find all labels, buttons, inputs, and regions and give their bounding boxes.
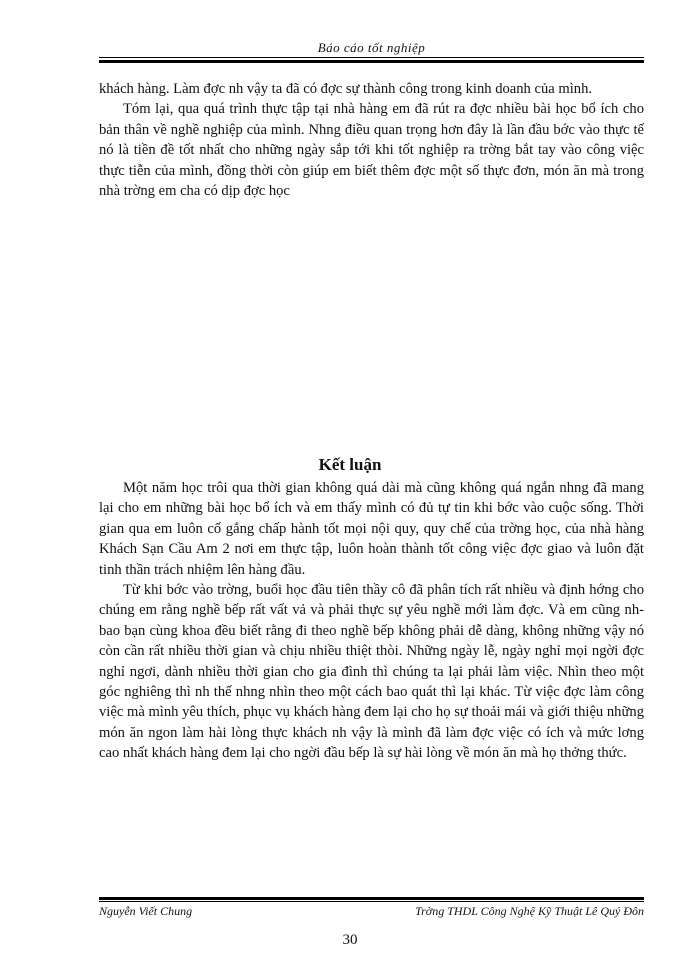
intro-section xyxy=(99,79,644,201)
page-number: 30 xyxy=(342,932,358,948)
footer-rule-thick xyxy=(99,897,644,900)
header-rule-thick xyxy=(99,60,644,63)
page-header xyxy=(99,40,644,63)
paragraph: Tóm lại, qua quá trình thực tập tại nhà hàng em đã rút ra đợc nhiều bài học bổ ích cho bản thân về nghề nghiệp của mình. Nhng điều quan trọng hơn đây là lần đầu bớc vào thực tế nó là tiền đề tốt nhất cho những ngày sắp tới khi tốt nghiệp ra trờng bắt tay vào công việc thực tiễn của mình, đồng thời còn giúp em biết thêm đợc một số thực đơn, món ăn mà trong nhà trờng em cha có dịp đợc học xyxy=(99,101,644,200)
paragraph: Từ khi bớc vào trờng, buổi học đầu tiên thầy cô đã phân tích rất nhiều và định hớng cho chúng em rằng nghề bếp rất vất vả và phải thực sự yêu nghề mới làm đợc. Và em cũng nh bao bạn cùng khoa đều biết rằng đi theo nghề bếp không phải dễ dàng, không những vậy nó còn cần rất nhiều thời gian và chịu nhiều thiệt thòi. Những ngày lễ, ngày nghỉ mọi ngời đợc nghỉ ngơi, dành nhiều thời gian cho gia đình thì chúng ta lại phải làm việc. Nhìn theo một góc nghiêng thì nh thế nhng nhìn theo một cách bao quát thì lại khác. Từ việc đợc làm công việc mà mình yêu thích, phục vụ khách hàng đem lại cho họ sự thoải mái và giới thiệu những món ăn ngon làm hài lòng thực khách nh vậy là mình đã làm đợc việc có ích và mức lơng cao nhất khách hàng đem lại cho ngời đầu bếp là sự hài lòng về món ăn mà họ thởng thức. xyxy=(99,582,644,762)
footer-author: Nguyễn Viết Chung xyxy=(99,904,193,918)
footer-rule-thin xyxy=(99,901,644,902)
footer-school: Trờng THDL Công Nghệ Kỹ Thuật Lê Quý Đôn xyxy=(415,904,644,918)
conclusion-heading: Kết luận xyxy=(318,455,382,474)
paragraph: khách hàng. Làm đợc nh vậy ta đã có đợc sự thành công trong kinh doanh của mình. xyxy=(99,81,593,97)
header-title: Báo cáo tốt nghiệp xyxy=(317,40,426,55)
page-footer xyxy=(99,897,644,919)
paragraph: Một năm học trôi qua thời gian không quá dài mà cũng không quá ngắn nhng đã mang lại cho em những bài học bổ ích và em thấy mình có đủ tự tin khi bớc vào cuộc sống. Thời gian qua em luôn cố gắng chấp hành tốt mọi nội quy, quy chế của trờng học, của nhà hàng Khách Sạn Cầu Am 2 nơi em thực tập, luôn hoàn thành tốt công việc đợc giao và luôn đặt tinh thần trách nhiệm lên hàng đầu. xyxy=(99,480,644,578)
conclusion-section xyxy=(99,478,644,764)
header-rule-thin xyxy=(99,57,644,58)
